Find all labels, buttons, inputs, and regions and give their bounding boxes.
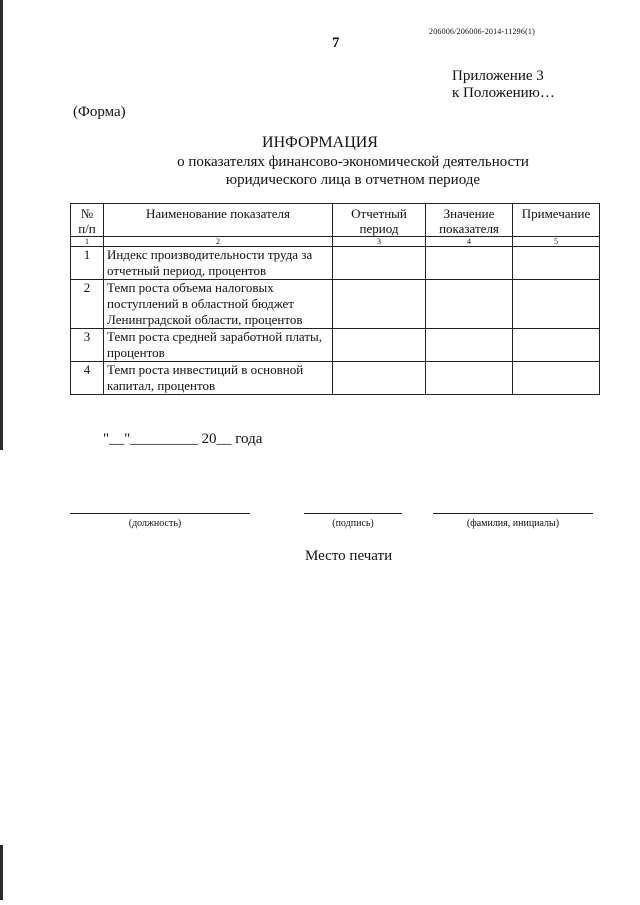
period-cell[interactable] xyxy=(333,247,426,280)
form-label: (Форма) xyxy=(73,104,126,120)
document-id: 206006/206006-2014-11296(1) xyxy=(429,27,535,36)
note-cell[interactable] xyxy=(513,280,600,329)
stamp-place: Место печати xyxy=(305,548,393,564)
document-subtitle xyxy=(0,153,640,189)
column-number-row xyxy=(71,237,600,247)
signature-line[interactable] xyxy=(304,513,402,514)
row-number: 3 xyxy=(71,329,104,362)
column-number: 5 xyxy=(513,237,600,247)
value-cell[interactable] xyxy=(426,280,513,329)
appendix-note xyxy=(452,68,555,102)
column-header-name: Наименование показателя xyxy=(104,204,333,237)
row-number: 1 xyxy=(71,247,104,280)
scan-edge-mark xyxy=(0,0,3,450)
column-header-number: № п/п xyxy=(71,204,104,237)
indicator-name: Темп роста средней заработной платы, процентов xyxy=(104,329,333,362)
column-header-note: Примечание xyxy=(513,204,600,237)
position-signature-line[interactable] xyxy=(70,513,250,514)
subtitle-line-1: о показателях финансово-экономической деятельности xyxy=(177,154,529,170)
appendix-line-1: Приложение 3 xyxy=(452,68,544,84)
position-label: (должность) xyxy=(128,518,182,529)
row-number: 4 xyxy=(71,362,104,395)
name-initials-label: (фамилия, инициалы) xyxy=(466,518,560,529)
column-number: 4 xyxy=(426,237,513,247)
column-number: 3 xyxy=(333,237,426,247)
indicator-name: Темп роста инвестиций в основной капитал, процентов xyxy=(104,362,333,395)
indicators-table xyxy=(70,203,600,395)
indicator-name: Темп роста объема налоговых поступлений в областной бюджет Ленинградской области, процентов xyxy=(104,280,333,329)
note-cell[interactable] xyxy=(513,329,600,362)
note-cell[interactable] xyxy=(513,362,600,395)
period-cell[interactable] xyxy=(333,362,426,395)
table-row xyxy=(71,362,600,395)
table-row xyxy=(71,280,600,329)
signature-label: (подпись) xyxy=(332,518,374,529)
indicator-name: Индекс производительности труда за отчетный период, процентов xyxy=(104,247,333,280)
column-header-value: Значение показателя xyxy=(426,204,513,237)
table-header-row xyxy=(71,204,600,237)
date-line: "__"_________ 20__ года xyxy=(103,431,263,447)
period-cell[interactable] xyxy=(333,329,426,362)
table-row xyxy=(71,247,600,280)
page-number: 7 xyxy=(332,35,340,51)
column-number: 1 xyxy=(71,237,104,247)
column-number: 2 xyxy=(104,237,333,247)
value-cell[interactable] xyxy=(426,362,513,395)
subtitle-line-2: юридического лица в отчетном периоде xyxy=(225,172,481,188)
name-signature-line[interactable] xyxy=(433,513,593,514)
scan-edge-mark xyxy=(0,845,3,900)
table-row xyxy=(71,329,600,362)
value-cell[interactable] xyxy=(426,329,513,362)
appendix-line-2: к Положению… xyxy=(452,85,555,101)
period-cell[interactable] xyxy=(333,280,426,329)
note-cell[interactable] xyxy=(513,247,600,280)
value-cell[interactable] xyxy=(426,247,513,280)
column-header-period: Отчетный период xyxy=(333,204,426,237)
document-title: ИНФОРМАЦИЯ xyxy=(262,134,378,151)
row-number: 2 xyxy=(71,280,104,329)
